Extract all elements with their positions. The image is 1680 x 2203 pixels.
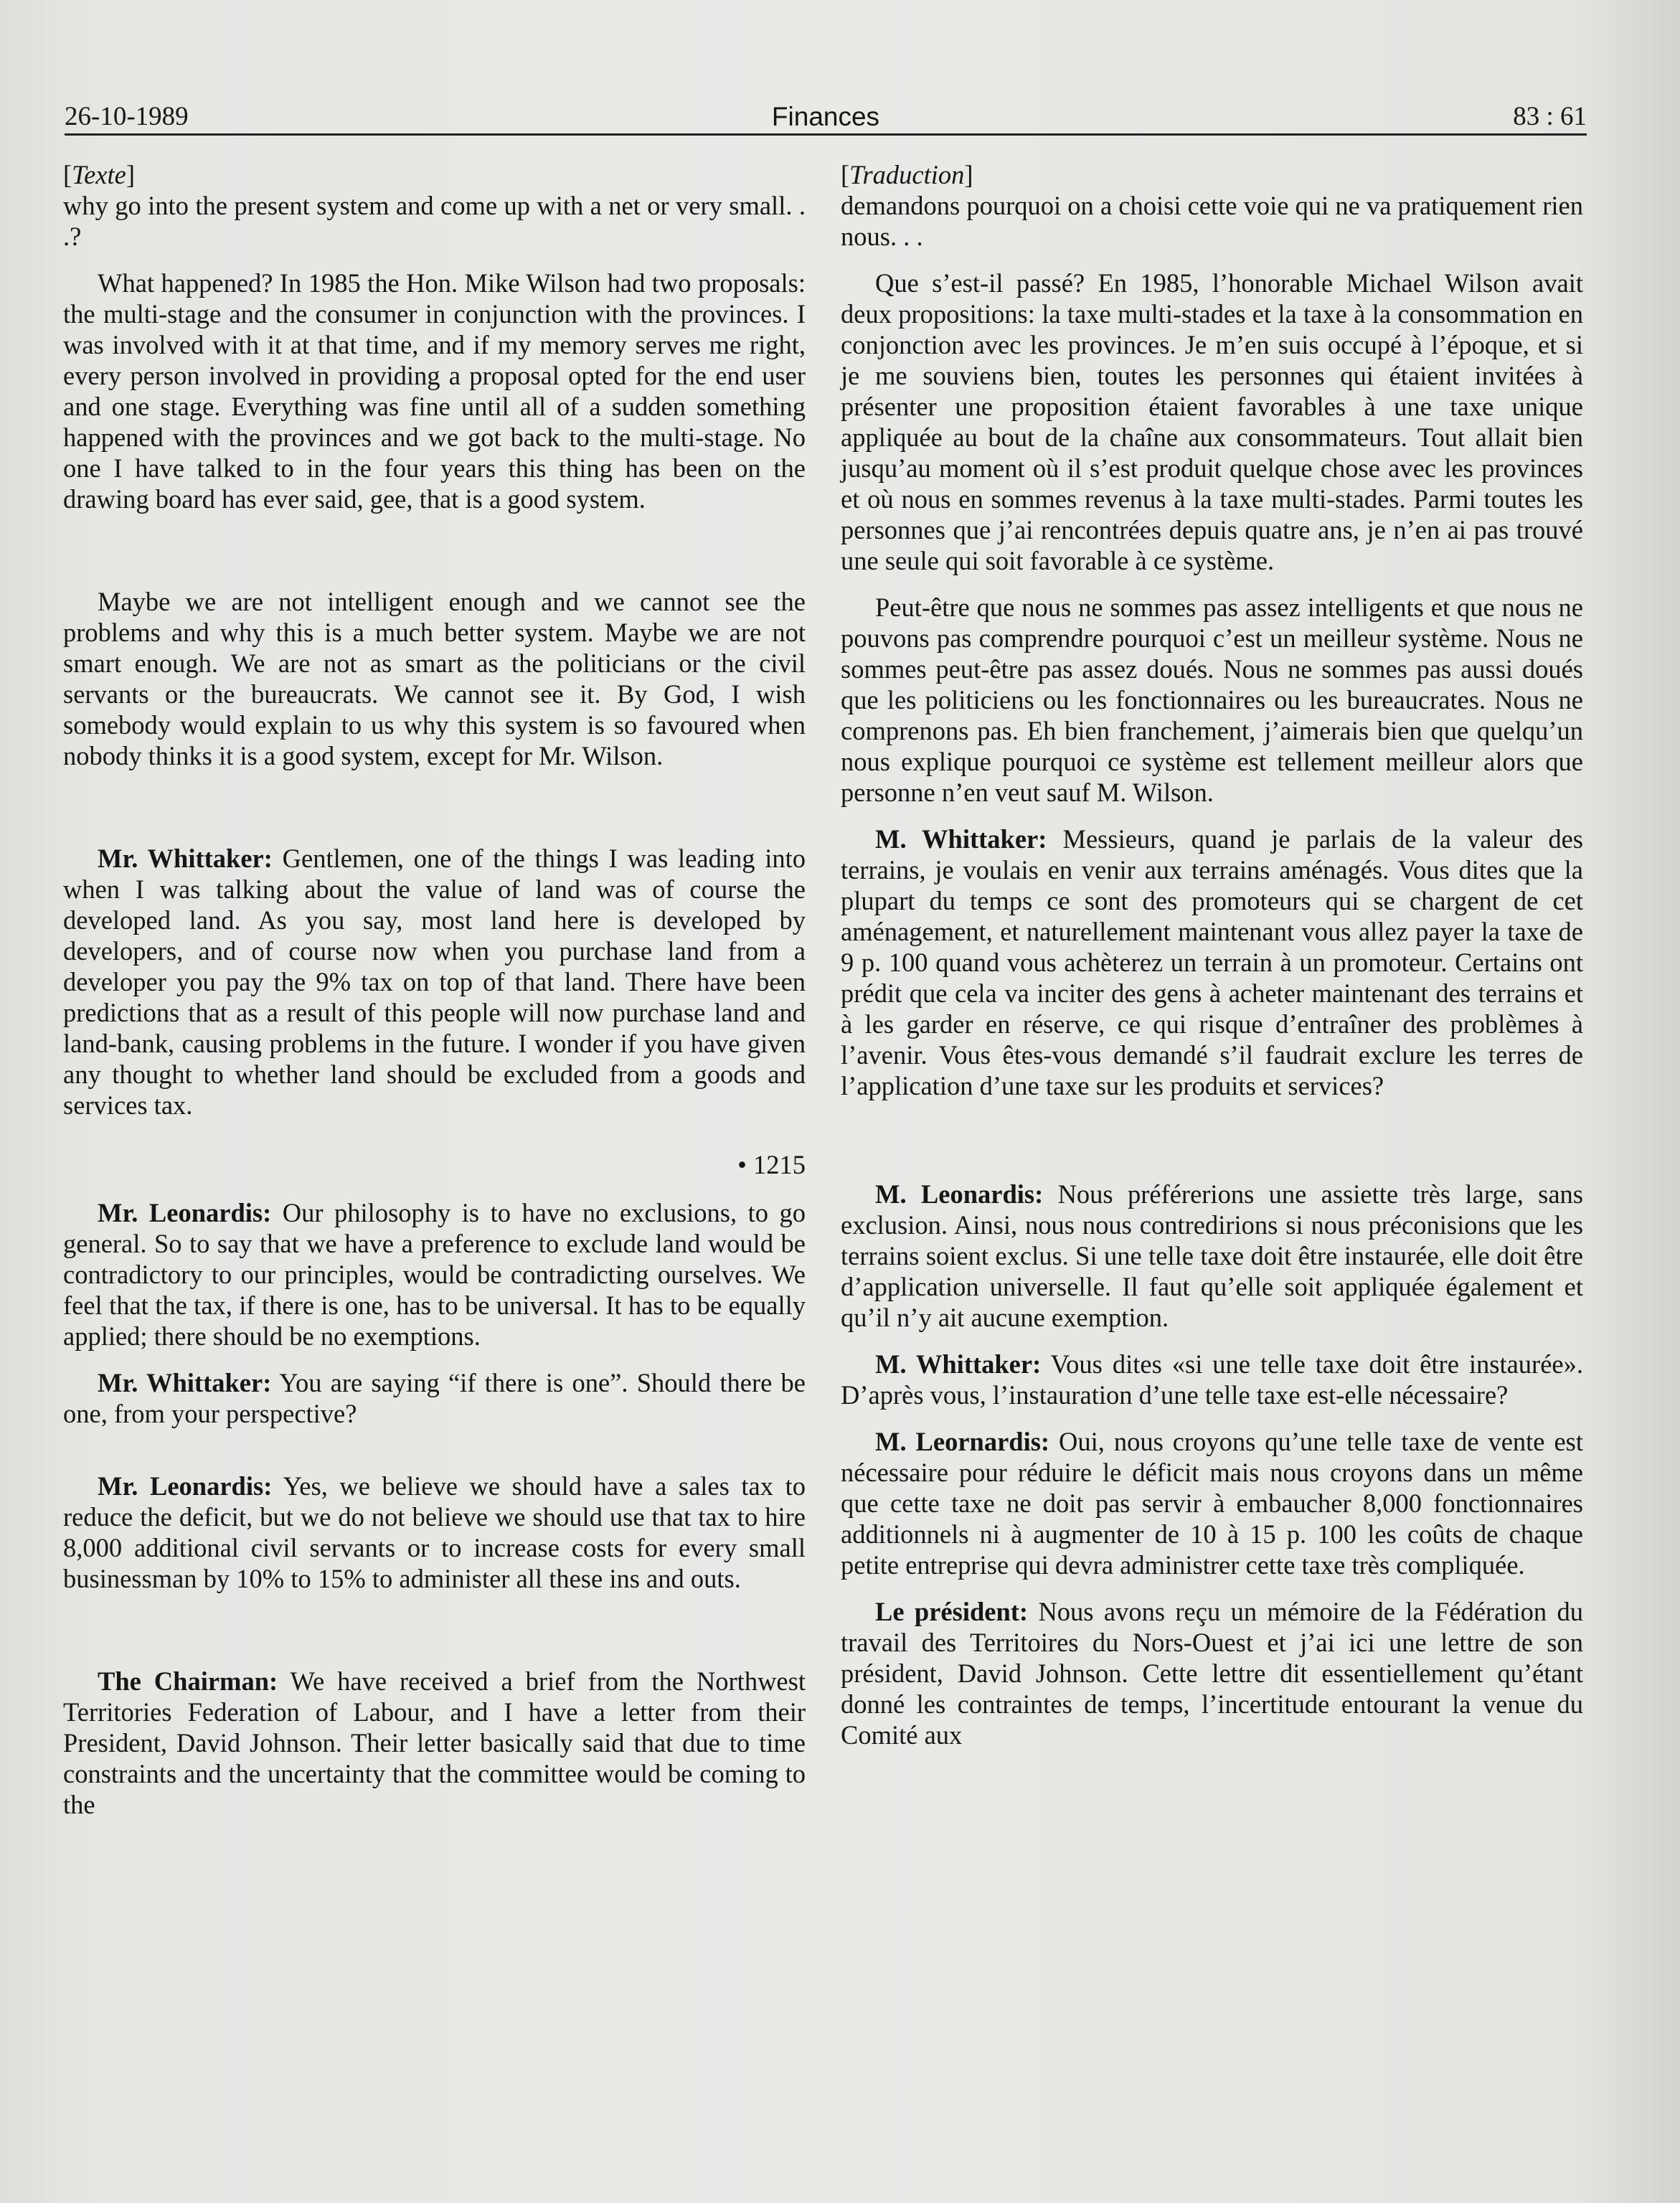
paragraph: Peut-être que nous ne sommes pas assez intelligents et que nous ne pouvons pas comprendre pourquoi c’est un meilleur système. Nous ne sommes peut-être pas assez doués. Nous ne sommes pas aussi doués que les politiciens ou les fonctionnaires ou les bureaucrates. Nous ne comprenons pas. Eh bien franchement, j’aimerais bien que quelqu’un nous explique pourquoi ce système est tellement meilleur alors que personne n’en veut sauf M. Wilson.	[841, 593, 1583, 807]
running-header	[65, 99, 1587, 135]
english-column	[63, 159, 806, 1820]
paragraph: Que s’est-il passé? En 1985, l’honorable Michael Wilson avait deux propositions: la taxe multi-stades et la taxe à la consommation en conjonction avec les provinces. Je m’en suis occupé à l’époque, et si je me souviens bien, toutes les personnes qui étaient invitées à présenter une proposition étaient favorables à une taxe unique appliquée au bout de la chaîne aux consommateurs. Tout allait bien jusqu’au moment où il s’est produit quelque chose avec les provinces et où nous en sommes revenus à la taxe multi-stades. Parmi toutes les personnes que j’ai rencontrées depuis quatre ans, je n’en ai pas trouvé une seule qui soit favorable à ce système.	[841, 268, 1583, 575]
paragraph: why go into the present system and come up with a net or very small. . .?	[63, 191, 806, 251]
speaker-paragraph: M. Whittaker: Messieurs, quand je parlais de la valeur des terrains, je voulais en venir aux terrains aménagés. Vous dites que la plupart du temps ce sont des promoteurs qui se chargent de cet aménagement, et naturellement maintenant vous allez payer la taxe de 9 p. 100 quand vous achèterez un terrain à un promoteur. Certains ont prédit que cela va inciter des gens à acheter maintenant des terrains et à les garder en réserve, ce qui risque d’entraîner des problèmes à l’avenir. Vous êtes-vous demandé s’il faudrait exclure les terres de l’application d’une taxe sur les produits et services?	[841, 824, 1583, 1100]
header-section-title: Finances	[771, 102, 880, 131]
speaker-paragraph: M. Leornardis: Oui, nous croyons qu’une telle taxe de vente est nécessaire pour réduire le déficit mais nous croyons dans un même que cette taxe ne doit pas servir à embaucher 8,000 fonctionnaires additionnels ni à augmenter de 10 à 15 p. 100 les coûts de chaque petite entreprise qui devra administrer cette taxe très compliquée.	[841, 1427, 1583, 1580]
speaker-paragraph: Mr. Whittaker: Gentlemen, one of the things I was leading into when I was talking about the value of land was of course the developed land. As you say, most land here is developed by developers, and of course now when you purchase land from a developer you pay the 9% tax on top of that land. There have been predictions that as a result of this people will now purchase land and land-bank, causing problems in the future. I wonder if you have given any thought to whether land should be excluded from a goods and services tax.	[63, 844, 806, 1120]
speaker-name: Le président:	[875, 1597, 1029, 1626]
column-language-label: [Texte]	[63, 160, 136, 189]
column-language-label: [Traduction]	[841, 160, 973, 189]
speaker-name: Mr. Whittaker:	[98, 1368, 272, 1397]
french-column	[841, 159, 1583, 1750]
speaker-paragraph: Mr. Leonardis: Yes, we believe we should have a sales tax to reduce the deficit, but we do not believe we should use that tax to hire 8,000 additional civil servants or to increase costs for every small businessman by 10% to 15% to administer all these ins and outs.	[63, 1471, 806, 1593]
speaker-name: M. Whittaker:	[875, 824, 1047, 854]
time-marker: • 1215	[737, 1150, 806, 1179]
paragraph: demandons pourquoi on a choisi cette voie qui ne va pratiquement rien nous. . .	[841, 191, 1583, 251]
speaker-name: Mr. Leonardis:	[98, 1471, 273, 1501]
speaker-name: M. Leonardis:	[875, 1179, 1044, 1209]
speaker-name: The Chairman:	[98, 1666, 278, 1696]
speaker-paragraph: Mr. Leonardis: Our philosophy is to have no exclusions, to go general. So to say that we have a preference to exclude land would be contradictory to our principles, would be contradicting ourselves. We feel that the tax, if there is one, has to be universal. It has to be equally applied; there should be no exemptions.	[63, 1198, 806, 1351]
paragraph: What happened? In 1985 the Hon. Mike Wilson had two proposals: the multi-stage and the consumer in conjunction with the provinces. I was involved with it at that time, and if my memory serves me right, every person involved in providing a proposal opted for the end user and one stage. Everything was fine until all of a sudden something happened with the provinces and we got back to the multi-stage. No one I have talked to in the four years this thing has been on the drawing board has ever said, gee, that is a good system.	[63, 268, 806, 514]
speaker-paragraph: M. Whittaker: Vous dites «si une telle taxe doit être instaurée». D’après vous, l’instauration d’une telle taxe est-elle nécessaire?	[841, 1349, 1583, 1410]
header-date: 26-10-1989	[65, 102, 189, 131]
speaker-name: Mr. Whittaker:	[98, 844, 273, 873]
header-page-number: 83 : 61	[1513, 102, 1587, 131]
paragraph: Maybe we are not intelligent enough and we cannot see the problems and why this is a much better system. Maybe we are not smart enough. We are not as smart as the politicians or the civil servants or the bureaucrats. We cannot see it. By God, I wish somebody would explain to us why this system is so favoured when nobody thinks it is a good system, except for Mr. Wilson.	[63, 587, 806, 770]
speaker-paragraph: M. Leonardis: Nous préférerions une assiette très large, sans exclusion. Ainsi, nous nous contredirions si nous préconisions que les terrains soient exclus. Si une telle taxe doit être instaurée, elle doit être d’application universelle. Il faut qu’elle soit appliquée également et qu’il n’y ait aucune exemption.	[841, 1179, 1584, 1332]
speaker-paragraph: Le président: Nous avons reçu un mémoire de la Fédération du travail des Territoires du Nors-Ouest et j’ai ici une lettre de son président, David Johnson. Cette lettre dit essentiellement qu’étant donné les contraintes de temps, l’incertitude entourant la venue du Comité aux	[841, 1597, 1584, 1750]
speaker-name: Mr. Leonardis:	[98, 1198, 272, 1227]
speaker-paragraph: The Chairman: We have received a brief from the Northwest Territories Federation of Labour, and I have a letter from their President, David Johnson. Their letter basically said that due to time constraints and the uncertainty that the committee would be coming to the	[63, 1666, 806, 1819]
header-rule	[65, 133, 1587, 136]
speaker-name: M. Leornardis:	[875, 1427, 1050, 1456]
speaker-paragraph: Mr. Whittaker: You are saying “if there is one”. Should there be one, from your perspective?	[63, 1368, 806, 1428]
speaker-name: M. Whittaker:	[875, 1349, 1042, 1379]
